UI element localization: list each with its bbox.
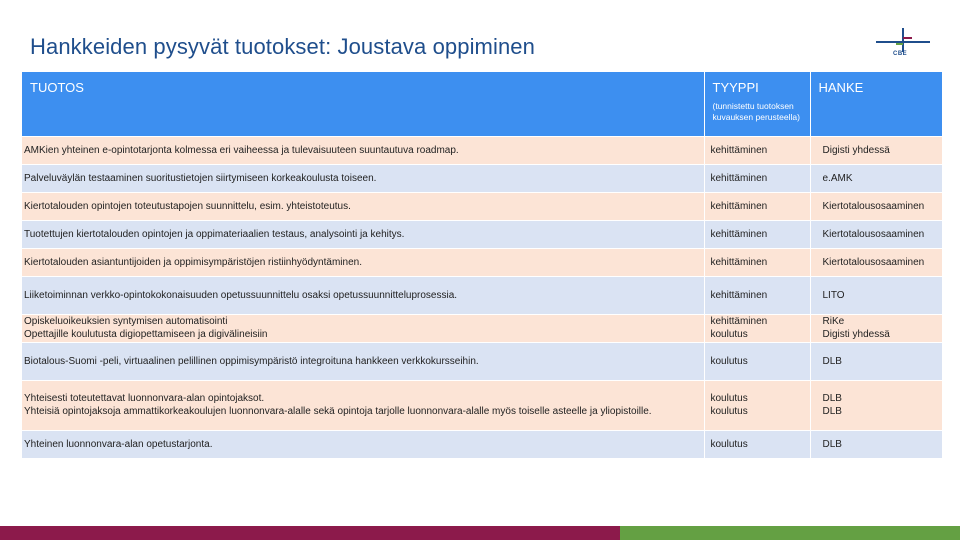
header-tyyppi-note: (tunnistettu tuotoksen kuvauksen perusteella) bbox=[712, 101, 800, 122]
cell-line: Tuotettujen kiertotalouden opintojen ja oppimateriaalien testaus, analysointi ja kehitys. bbox=[24, 228, 405, 240]
cell-hanke bbox=[810, 430, 942, 458]
cell-line: DLB bbox=[822, 406, 842, 417]
cell-hanke bbox=[810, 164, 942, 192]
cell-line: Kiertotalouden asiantuntijoiden ja oppimisympäristöjen ristiinhyödyntäminen. bbox=[24, 256, 362, 268]
page-title: Hankkeiden pysyvät tuotokset: Joustava oppiminen bbox=[30, 34, 535, 59]
cell-tuotos bbox=[22, 248, 704, 276]
cell-line: koulutus bbox=[710, 329, 748, 340]
cell-tuotos bbox=[22, 342, 704, 380]
cell-line: kehittäminen bbox=[710, 316, 768, 327]
cell-line: Yhteisiä opintojaksoja ammattikorkeakoulujen luonnonvara-alalle sekä opintoja tarjolle luonnonvara-alalle myös toiselle asteelle ja yliopistoille. bbox=[24, 406, 652, 417]
cell-line: Opiskeluoikeuksien syntymisen automatisointi bbox=[24, 316, 228, 327]
cell-tyyppi bbox=[704, 314, 810, 342]
cell-tuotos bbox=[22, 220, 704, 248]
cell-tyyppi bbox=[704, 380, 810, 430]
cell-line: Biotalous-Suomi -peli, virtuaalinen pelillinen oppimisympäristö integroituna hankkeen verkkokursseihin. bbox=[24, 355, 479, 367]
cell-hanke bbox=[810, 192, 942, 220]
cell-hanke bbox=[810, 314, 942, 342]
table-row bbox=[22, 220, 942, 248]
cell-line: RiKe bbox=[822, 316, 845, 327]
cell-hanke bbox=[810, 248, 942, 276]
outputs-table bbox=[22, 72, 943, 459]
table-row bbox=[22, 164, 942, 192]
cell-hanke bbox=[810, 220, 942, 248]
cell-tuotos bbox=[22, 164, 704, 192]
cell-tyyppi bbox=[704, 192, 810, 220]
table-row bbox=[22, 192, 942, 220]
cell-line: AMKien yhteinen e-opintotarjonta kolmessa eri vaiheessa ja tulevaisuuteen suuntautuva roadmap. bbox=[24, 144, 459, 156]
cell-tuotos bbox=[22, 136, 704, 164]
table-header-row bbox=[22, 72, 942, 136]
header-hanke: HANKE bbox=[810, 72, 942, 136]
cell-line: Kiertotalouden opintojen toteutustapojen suunnittelu, esim. yhteistoteutus. bbox=[24, 200, 351, 212]
cell-line: Digisti yhdessä bbox=[822, 329, 890, 340]
cell-tuotos bbox=[22, 430, 704, 458]
cell-line: kehittäminen bbox=[710, 256, 768, 268]
cell-tuotos bbox=[22, 380, 704, 430]
cell-tuotos bbox=[22, 276, 704, 314]
cell-line: DLB bbox=[822, 355, 842, 367]
cell-line: koulutus bbox=[710, 406, 748, 417]
table-row bbox=[22, 248, 942, 276]
table-row bbox=[22, 342, 942, 380]
cell-tyyppi bbox=[704, 430, 810, 458]
table-row bbox=[22, 314, 942, 342]
table-row bbox=[22, 276, 942, 314]
cell-tuotos bbox=[22, 192, 704, 220]
cell-tyyppi bbox=[704, 164, 810, 192]
cell-line: Kiertotalousosaaminen bbox=[822, 256, 925, 268]
header-tyyppi: TYYPPI (tunnistettu tuotoksen kuvauksen perusteella) bbox=[704, 72, 810, 136]
cell-line: DLB bbox=[822, 438, 842, 450]
cell-tyyppi bbox=[704, 342, 810, 380]
cell-line: Kiertotalousosaaminen bbox=[822, 200, 925, 212]
table-row bbox=[22, 136, 942, 164]
cell-tyyppi bbox=[704, 276, 810, 314]
cell-line: DLB bbox=[822, 393, 842, 404]
cell-line: koulutus bbox=[710, 393, 748, 404]
cell-line: Yhteisesti toteutettavat luonnonvara-alan opintojaksot. bbox=[24, 393, 265, 404]
table-row bbox=[22, 430, 942, 458]
cell-line: Palveluväylän testaaminen suoritustietojen siirtymiseen korkeakoulusta toiseen. bbox=[24, 172, 377, 184]
cell-line: Liiketoiminnan verkko-opintokokonaisuuden opetussuunnittelu osaksi opetussuunnitteluprosessia. bbox=[24, 289, 458, 301]
cell-line: koulutus bbox=[710, 355, 748, 367]
cell-line: kehittäminen bbox=[710, 228, 768, 240]
cell-tyyppi bbox=[704, 220, 810, 248]
cell-hanke bbox=[810, 342, 942, 380]
cell-hanke bbox=[810, 136, 942, 164]
cell-hanke bbox=[810, 276, 942, 314]
cell-line: kehittäminen bbox=[710, 200, 768, 212]
cell-tyyppi bbox=[704, 248, 810, 276]
cell-tyyppi bbox=[704, 136, 810, 164]
header-tuotos: TUOTOS bbox=[22, 72, 704, 136]
cell-line: e.AMK bbox=[822, 172, 853, 184]
logo-text: CBE bbox=[893, 51, 908, 57]
cross-logo-icon bbox=[872, 26, 934, 66]
cell-hanke bbox=[810, 380, 942, 430]
cell-line: kehittäminen bbox=[710, 289, 768, 301]
cell-line: LITO bbox=[822, 289, 845, 301]
cell-line: koulutus bbox=[710, 438, 748, 450]
cell-line: Kiertotalousosaaminen bbox=[822, 228, 925, 240]
table-row bbox=[22, 380, 942, 430]
cell-line: Digisti yhdessä bbox=[822, 144, 890, 156]
cell-line: Yhteinen luonnonvara-alan opetustarjonta. bbox=[24, 438, 213, 450]
cell-line: Opettajille koulutusta digiopettamiseen ja digivälineisiin bbox=[24, 329, 268, 340]
cell-line: kehittäminen bbox=[710, 144, 768, 156]
cell-line: kehittäminen bbox=[710, 172, 768, 184]
bottom-color-bar bbox=[0, 526, 960, 540]
cell-tuotos bbox=[22, 314, 704, 342]
bottom-bar-purple bbox=[0, 526, 620, 540]
bottom-bar-green bbox=[620, 526, 960, 540]
